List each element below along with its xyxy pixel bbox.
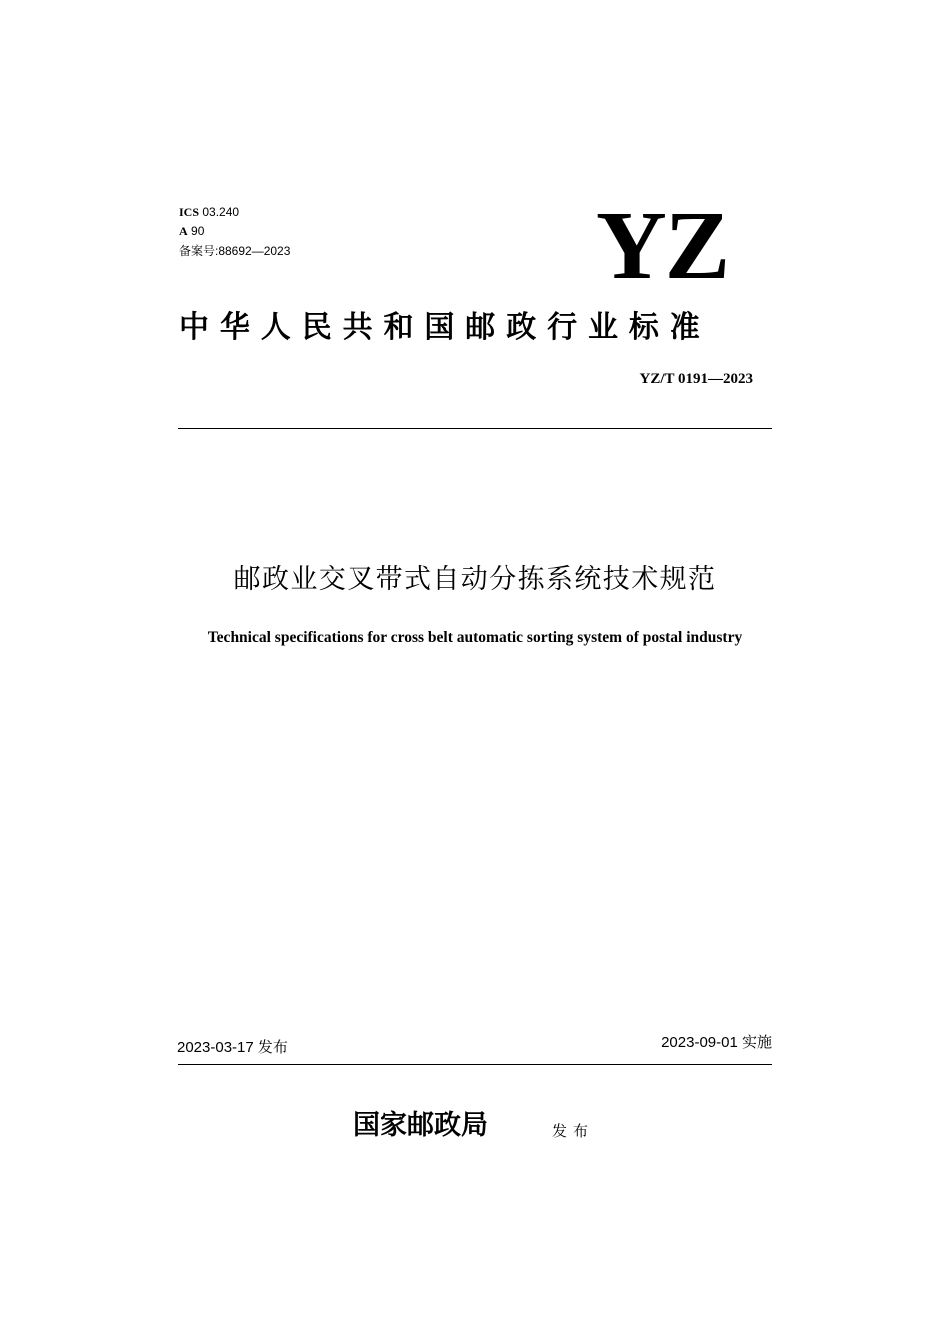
yz-logo: YZ — [596, 192, 729, 300]
top-divider — [178, 428, 772, 429]
document-title-zh: 邮政业交叉带式自动分拣系统技术规范 — [233, 564, 717, 595]
record-number: 备案号:88692—2023 — [179, 244, 291, 258]
standard-number: YZ/T 0191—2023 — [639, 371, 753, 387]
ics-value: 03.240 — [202, 205, 240, 219]
ccs-label: A — [179, 224, 188, 238]
ics-label: ICS — [179, 205, 200, 219]
implement-date: 2023-09-01 实施 — [661, 1034, 772, 1051]
org-title: 中华人民共和国邮政行业标准 — [179, 310, 711, 345]
publisher-name: 国家邮政局 — [353, 1110, 488, 1141]
ccs-value: 90 — [191, 224, 205, 238]
ics-code — [179, 205, 239, 219]
issue-date: 2023-03-17 发布 — [177, 1039, 288, 1056]
ccs-code — [179, 224, 204, 238]
bottom-divider — [178, 1064, 772, 1065]
publish-word: 发布 — [552, 1122, 595, 1140]
document-title-en: Technical specifications for cross belt automatic sorting system of postal industry — [207, 629, 743, 646]
